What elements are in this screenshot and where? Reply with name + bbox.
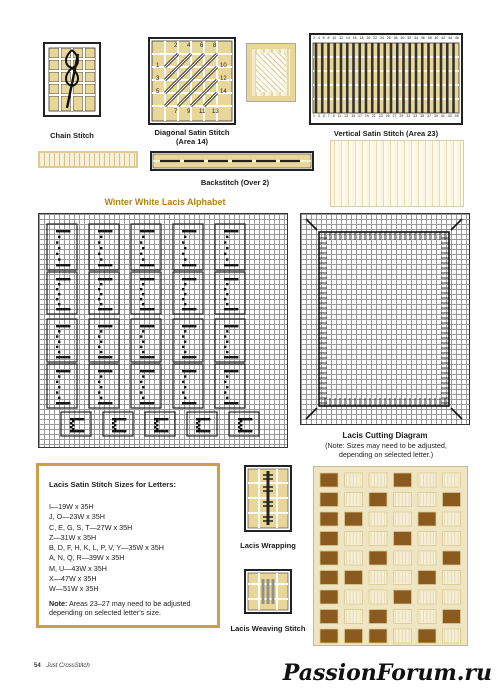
vertical-num-top-8: 16	[352, 36, 357, 40]
sizes-note-text: Areas 23–27 may need to be adjusted depending on selected letter's size.	[49, 599, 191, 618]
alphabet-chart	[38, 213, 288, 448]
satin-sizes-box	[36, 463, 220, 628]
vertical-num-bottom-1: 1	[313, 114, 315, 118]
diag-num-bottom-2: 9	[187, 109, 191, 115]
diag-num-right-1: 10	[220, 63, 227, 69]
watermark: PassionForum.ru	[282, 660, 492, 686]
satin-stitch-photo	[247, 44, 295, 101]
vertical-num-bottom-8: 15	[351, 114, 356, 118]
vertical-num-top-3: 6	[322, 36, 325, 40]
vertical-num-top-12: 24	[379, 36, 384, 40]
lacis-weaving-caption: Lacis Weaving Stitch	[230, 624, 306, 633]
page-number: 54	[34, 663, 41, 669]
diag-num-top-4: 8	[213, 43, 217, 49]
size-line-9: W—51W x 35H	[49, 584, 99, 594]
vertical-num-bottom-19: 37	[427, 114, 432, 118]
vertical-num-top-2: 4	[317, 36, 320, 40]
vertical-num-bottom-11: 21	[371, 114, 376, 118]
vertical-satin-photo	[330, 140, 464, 207]
diag-num-bottom-4: 13	[212, 109, 219, 115]
backstitch-diagram	[150, 151, 314, 171]
diag-num-top-2: 4	[187, 43, 191, 49]
size-line-3: C, E, G, S, T—27W x 35H	[49, 522, 133, 532]
vertical-num-bottom-13: 25	[385, 114, 390, 118]
diagonal-satin-area: (Area 14)	[175, 137, 209, 146]
vertical-num-bottom-14: 27	[392, 114, 397, 118]
diag-num-bottom-1: 7	[174, 109, 178, 115]
vertical-num-bottom-9: 17	[357, 114, 362, 118]
diagonal-satin-diagram	[148, 37, 236, 125]
vertical-num-top-16: 32	[407, 36, 412, 40]
vertical-bottom-numbers	[313, 114, 459, 118]
sizes-note-label: Note:	[49, 599, 68, 608]
size-line-7: M, U—43W x 35H	[49, 563, 107, 573]
diag-num-left-3: 5	[156, 89, 160, 95]
vertical-num-top-15: 30	[400, 36, 405, 40]
vertical-num-top-11: 22	[373, 36, 378, 40]
diag-num-right-3: 14	[220, 89, 227, 95]
lacis-wrapping-diagram	[244, 465, 292, 532]
vertical-num-bottom-22: 43	[447, 114, 452, 118]
vertical-num-top-14: 28	[393, 36, 398, 40]
vertical-satin-diagram	[309, 33, 463, 125]
vertical-num-bottom-5: 9	[332, 114, 335, 118]
vertical-num-top-9: 18	[359, 36, 364, 40]
diagonal-satin-caption: Diagonal Satin Stitch	[154, 128, 230, 137]
cutting-diagram-title: Lacis Cutting Diagram	[342, 431, 428, 440]
vertical-num-top-21: 42	[441, 36, 446, 40]
alphabet-title: Winter White Lacis Alphabet	[104, 197, 226, 207]
vertical-satin-caption: Vertical Satin Stitch (Area 23)	[333, 129, 439, 138]
vertical-num-top-22: 44	[448, 36, 453, 40]
sizes-note	[49, 599, 214, 618]
lacis-weaving-diagram	[244, 569, 292, 614]
vertical-num-bottom-18: 35	[420, 114, 425, 118]
vertical-num-bottom-10: 19	[364, 114, 369, 118]
size-line-8: X—47W x 35H	[49, 574, 97, 584]
size-line-4: Z—31W x 35H	[49, 532, 97, 542]
diag-num-left-1: 1	[156, 63, 160, 69]
diag-num-top-3: 6	[200, 43, 204, 49]
diag-num-bottom-3: 11	[199, 109, 206, 115]
vertical-num-bottom-17: 33	[413, 114, 418, 118]
vertical-num-top-17: 34	[414, 36, 418, 40]
size-line-5: B, D, F, H, K, L, P, V, Y—35W x 35H	[49, 543, 164, 553]
vertical-num-top-18: 36	[420, 36, 425, 40]
vertical-num-bottom-16: 31	[406, 114, 411, 118]
vertical-num-bottom-7: 13	[344, 114, 349, 118]
lacis-cutting-diagram	[300, 213, 470, 425]
lacis-wrapping-caption: Lacis Wrapping	[240, 541, 296, 550]
vertical-num-bottom-21: 41	[440, 114, 445, 118]
vertical-num-bottom-6: 11	[337, 114, 342, 118]
vertical-num-bottom-2: 3	[317, 114, 320, 118]
vertical-num-top-6: 12	[339, 36, 344, 40]
vertical-num-bottom-4: 7	[327, 114, 330, 118]
vertical-num-top-13: 26	[386, 36, 391, 40]
diag-num-left-2: 3	[156, 76, 160, 82]
vertical-num-bottom-12: 23	[378, 114, 383, 118]
backstitch-photo	[38, 151, 138, 168]
magazine-name: Just CrossStitch	[46, 663, 90, 669]
vertical-num-top-5: 10	[332, 36, 337, 40]
vertical-num-top-10: 20	[366, 36, 371, 40]
diag-num-right-2: 12	[220, 76, 227, 82]
vertical-num-top-1: 2	[313, 36, 315, 40]
diag-num-top-1: 2	[174, 43, 178, 49]
vertical-num-top-23: 46	[454, 36, 459, 40]
vertical-num-top-20: 40	[434, 36, 439, 40]
chain-stitch-caption: Chain Stitch	[50, 131, 94, 140]
chain-stitch-diagram	[43, 42, 101, 117]
backstitch-caption: Backstitch (Over 2)	[200, 178, 270, 187]
vertical-num-bottom-20: 39	[433, 114, 438, 118]
size-line-1: I—19W x 35H	[49, 502, 94, 511]
vertical-num-bottom-3: 5	[322, 114, 325, 118]
sizes-list	[49, 502, 164, 595]
vertical-num-top-7: 14	[345, 36, 350, 40]
vertical-num-bottom-23: 45	[454, 114, 459, 118]
footer	[34, 663, 90, 669]
lacis-stitched-photo	[313, 466, 468, 646]
size-line-2: J, O—23W x 35H	[49, 512, 105, 522]
vertical-num-bottom-15: 29	[399, 114, 404, 118]
vertical-num-top-4: 8	[327, 36, 330, 40]
sizes-title: Lacis Satin Stitch Sizes for Letters:	[49, 480, 177, 489]
size-line-6: A, N, Q, R—39W x 35H	[49, 553, 125, 563]
vertical-num-top-19: 38	[427, 36, 432, 40]
vertical-top-numbers	[313, 36, 459, 40]
cutting-diagram-note: (Note: Sizes may need to be adjusted, depending on selected letter.)	[325, 441, 447, 459]
